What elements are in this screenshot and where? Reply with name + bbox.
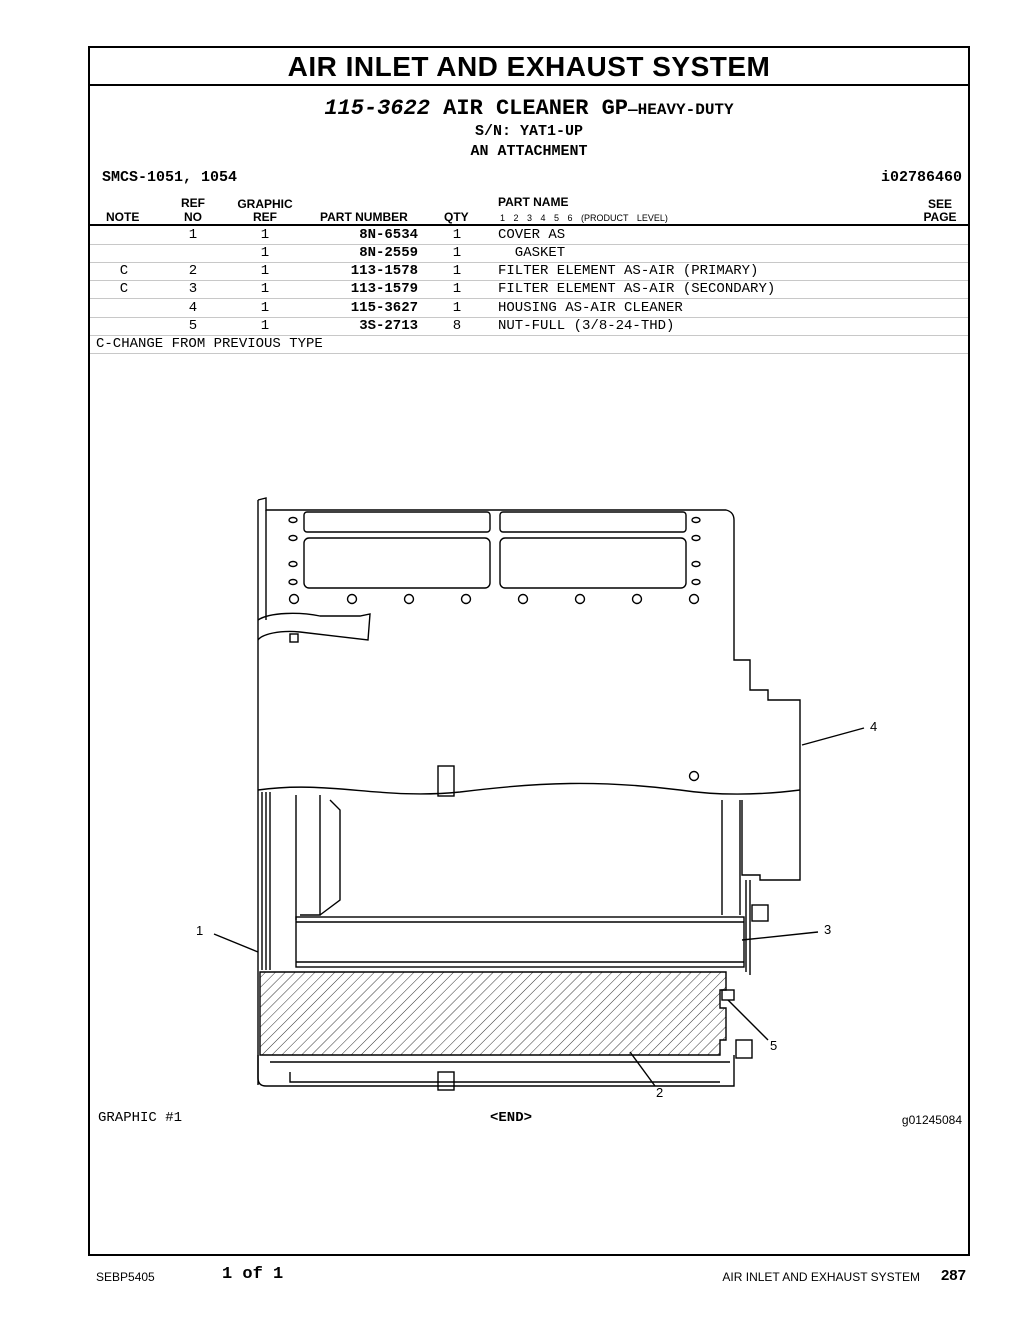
callout-3: 3	[824, 922, 832, 937]
page-number: 287	[940, 1267, 966, 1284]
change-footnote: C-CHANGE FROM PREVIOUS TYPE	[96, 336, 323, 352]
footer-section: AIR INLET AND EXHAUST SYSTEM	[722, 1270, 920, 1284]
col-ref-top: REF	[181, 196, 205, 210]
illustration-id: i02786460	[880, 169, 962, 186]
col-see-top: SEE	[927, 197, 952, 211]
product-levels: 1 2 3 4 5 6 (PRODUCT LEVEL)	[500, 213, 668, 223]
group-title	[90, 96, 968, 121]
graphic-label: GRAPHIC #1	[98, 1110, 183, 1126]
doc-code: SEBP5405	[96, 1270, 155, 1284]
end-marker: <END>	[490, 1110, 533, 1126]
callout-4: 4	[870, 719, 878, 734]
page-frame: AIR INLET AND EXHAUST SYSTEM 115-3622 AIR CLEANER GP—HEAVY-DUTY S/N: YAT1-UP AN ATTACHMENT SMCS-1051, 1054 i02786460 NOTE REF NO GRAPHIC REF PART NUMBER QTY PART NAME 1 2 3 4 5 6 (PRODUCT LEVEL) SEE PAGE 1 1 8N-6534 1 COVER AS 1 8N-2559 1 GASKET C 2 1 113-1578 1 FILTER ELEMENT AS-AIR (PRIMARY) C 3 1 113-1579 1 FILTER ELEMENT AS-AIR (SECONDARY) 4 1 115-3627 1 HOUSING AS-AIR CLEANER 5 1 3S-2713 8 NUT-FULL (3/8-24-THD) C-CHANGE FROM PREVIOUS TYPE GRAPHIC #1 <END> g01245084	[88, 46, 970, 1256]
row-divider	[90, 353, 968, 354]
section-title: AIR INLET AND EXHAUST SYSTEM	[287, 51, 771, 82]
col-ref-bottom: NO	[184, 210, 202, 224]
group-name: AIR CLEANER GP	[443, 96, 629, 121]
col-qty: QTY	[444, 210, 469, 224]
serial-number: S/N: YAT1-UP	[474, 123, 584, 140]
col-graphic-bottom: REF	[253, 210, 277, 224]
header-rule	[90, 224, 968, 226]
callout-5: 5	[770, 1038, 778, 1053]
group-suffix: —HEAVY-DUTY	[628, 101, 734, 119]
row-divider	[90, 298, 968, 299]
group-number: 115-3622	[324, 96, 430, 121]
col-note: NOTE	[106, 210, 140, 224]
section-title-bar	[90, 48, 968, 86]
col-see-bottom: PAGE	[923, 210, 957, 224]
callout-1: 1	[196, 923, 204, 938]
callout-2: 2	[656, 1085, 664, 1100]
col-part-number: PART NUMBER	[320, 210, 408, 224]
graphic-id: g01245084	[901, 1113, 962, 1127]
attachment-label: AN ATTACHMENT	[470, 143, 588, 160]
col-graphic-top: GRAPHIC	[237, 197, 293, 211]
smcs-code: SMCS-1051, 1054	[102, 169, 238, 186]
col-part-name: PART NAME	[498, 195, 569, 209]
page-of: 1 of 1	[222, 1265, 284, 1284]
